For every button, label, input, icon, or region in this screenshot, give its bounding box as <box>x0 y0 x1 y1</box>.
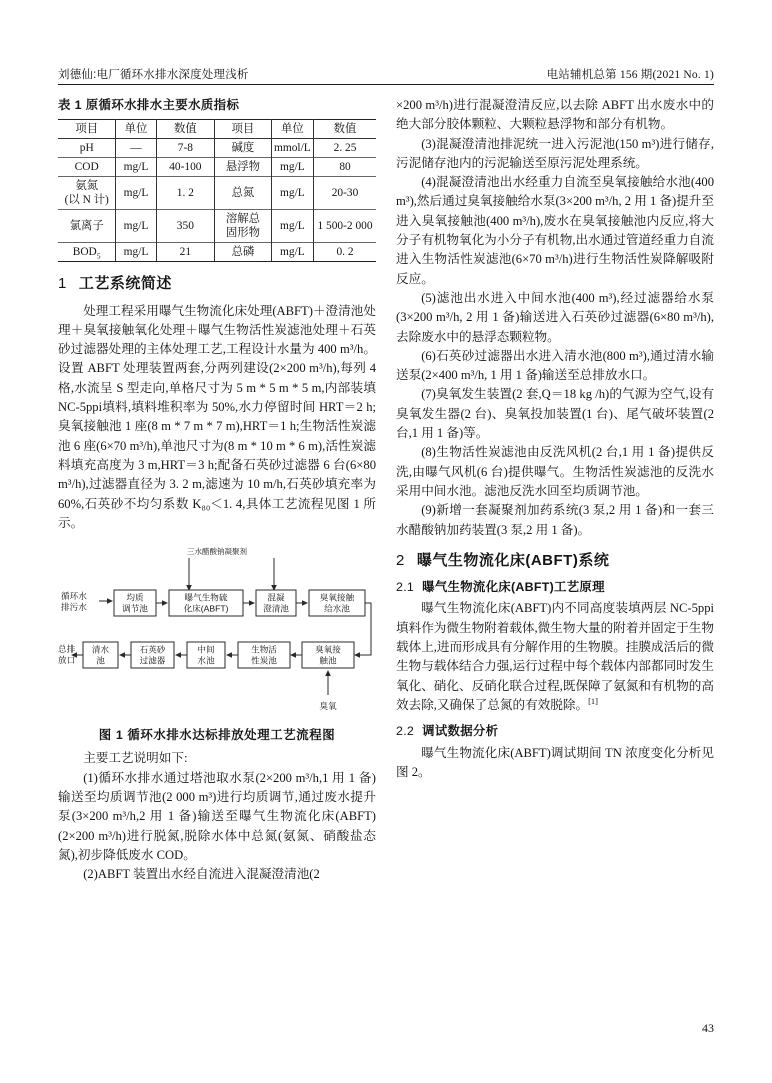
subsection-heading-2-2 <box>396 722 714 741</box>
flow-box-label: 澄清池 <box>263 603 289 614</box>
table-cell: — <box>116 139 156 158</box>
section-heading-2 <box>396 551 714 570</box>
flow-box-label: 化床(ABFT) <box>183 603 229 614</box>
table-header-row <box>58 120 376 139</box>
table-cell-line: 氨氮 <box>75 180 99 193</box>
paragraph: (7)臭氧发生装置(2 套,Q＝18 kg /h)的气源为空气,设有臭氧发生器(2 台)、臭氧投加装置(1 台)、尾气破坏装置(2 台,1 用 1 备)等。 <box>396 387 714 441</box>
paragraph-text: 曝气生物流化床(ABFT)内不同高度装填两层 NC-5ppi 填料作为微生物附着载体,微生物大量的附着并固定于生物载体上,进而形成具有分解作用的生物膜。挂膜成活后的微生物与载体结合力强,运行过程中每个载体内部都同时发生氧化、硝化、反硝化联合过程,既保障了氨氮和有机物的高效去除,又确保了总氮的有效脱除。 <box>396 601 714 712</box>
table-row <box>58 139 376 158</box>
header-divider <box>58 84 714 85</box>
table-cell <box>58 177 116 210</box>
table-cell: 350 <box>156 210 215 243</box>
flow-box-label: 生物活 <box>251 644 277 655</box>
table-cell: 0. 2 <box>314 243 376 262</box>
paragraph: (5)滤池出水进入中间水池(400 m³),经过滤器给水泵(3×200 m³/h, 2 用 1 备)输送进入石英砂过滤器(6×80 m³/h),去除废水中的悬浮态颗粒物。 <box>396 290 714 344</box>
arrowhead-left-icon <box>175 652 181 658</box>
table-col-header: 单位 <box>271 120 313 139</box>
flow-box-label: 清水 <box>91 644 110 655</box>
arrowhead-left-icon <box>354 652 360 658</box>
table-cell <box>58 243 116 262</box>
table-cell <box>215 210 272 243</box>
header-left-text: 刘德仙:电厂循环水排水深度处理浅析 <box>58 69 249 81</box>
flow-box-label: 水池 <box>197 655 215 666</box>
table-cell: mg/L <box>116 177 156 210</box>
table-caption: 表 1 原循环水排水主要水质指标 <box>58 98 240 112</box>
paragraph: (9)新增一套凝聚剂加药系统(3 泵,2 用 1 备)和一套三水醋酸钠加药装置(3 泵,2 用 1 备)。 <box>396 503 714 537</box>
flow-box-label: 调节池 <box>122 603 148 614</box>
table-cell: 80 <box>314 158 376 177</box>
outlet-label-line1: 总排 <box>58 644 76 655</box>
paragraph: 曝气生物流化床(ABFT)调试期间 TN 浓度变化分析见图 2。 <box>396 745 714 779</box>
left-column <box>58 96 376 885</box>
paragraph: (2)ABFT 装置出水经自流进入混凝澄清池(2 <box>83 867 320 882</box>
table-cell: 20-30 <box>314 177 376 210</box>
flow-box-label: 均质 <box>126 592 144 603</box>
subsection-title: 调试数据分析 <box>422 724 499 739</box>
table-cell: 总磷 <box>215 243 272 262</box>
subsection-title: 曝气生物流化床(ABFT)工艺原理 <box>422 580 605 595</box>
table-cell: 1. 2 <box>156 177 215 210</box>
table-col-header: 项目 <box>215 120 272 139</box>
dosing-agent-label: 三水醋酸钠凝聚剂 <box>187 547 247 557</box>
section-title: 曝气生物流化床(ABFT)系统 <box>416 551 610 569</box>
page-number: 43 <box>702 1021 714 1035</box>
inlet-label-line1: 循环水 <box>61 591 87 602</box>
table-row <box>58 177 376 210</box>
subsection-heading-2-1 <box>396 578 714 597</box>
paragraph <box>396 599 714 715</box>
paragraph: (8)生物活性炭滤池由反洗风机(2 台,1 用 1 备)提供反洗,由曝气风机(6 台)提供曝气。生物活性炭滤池的反洗水采用中间水池。滤池反洗水回至均质调节池。 <box>396 445 714 498</box>
section-number: 1 <box>58 275 67 293</box>
flow-box-label: 混凝 <box>267 592 285 603</box>
flow-box-label: 石英砂 <box>139 644 166 655</box>
table-cell: 40-100 <box>156 158 215 177</box>
flow-box-label: 过滤器 <box>139 655 166 666</box>
right-column <box>396 96 714 782</box>
table-cell: 7-8 <box>156 139 215 158</box>
table-cell-line: (以 N 计) <box>64 194 109 207</box>
flow-box-label: 触池 <box>319 655 337 666</box>
table-cell: pH <box>58 139 116 158</box>
table-cell: 悬浮物 <box>215 158 272 177</box>
table-col-header: 数值 <box>314 120 376 139</box>
section-title: 工艺系统简述 <box>78 275 172 293</box>
flow-box-label: 池 <box>96 655 105 666</box>
paragraph: (6)石英砂过滤器出水进入清水池(800 m³),通过清水输送泵(2×400 m³/h, 1 用 1 备)输送至总排放水口。 <box>396 348 714 383</box>
table-cell: 碱度 <box>215 139 272 158</box>
table-cell: 21 <box>156 243 215 262</box>
paragraph: ×200 m³/h)进行混凝澄清反应,以去除 ABFT 出水废水中的绝大部分胶体颗粒、大颗粒悬浮物和部分有机物。 <box>396 98 714 132</box>
table-cell: 2. 25 <box>314 139 376 158</box>
flow-diagram <box>58 543 376 723</box>
arrowhead-right-icon <box>107 598 113 604</box>
arrowhead-left-icon <box>290 652 296 658</box>
section-number: 2 <box>396 551 405 569</box>
table-cell: mg/L <box>271 210 313 243</box>
table-cell: mg/L <box>116 243 156 262</box>
table-cell: mg/L <box>116 210 156 243</box>
table-cell: mmol/L <box>271 139 313 158</box>
paragraph: 主要工艺说明如下: <box>83 751 188 766</box>
running-header <box>58 66 714 82</box>
paragraph: 处理工程采用曝气生物流化床处理(ABFT)＋澄清池处理＋臭氧接触氧化处理＋曝气生物活性炭滤池处理＋石英砂过滤器处理的主体处理工艺,工程设计水量为 400 m³/h。设置 ABFT 处理装置两套,分两列建设(2×200 m³/h),每列 4 格,水流呈 S 型走向,单格尺寸为 5 m * 5 m * 5 m,内部装填 NC-5ppi填料,填料堆积率为 50%,水力停留时间 HRT＝2 h;臭氧接触池 1 座(8 m * 7 m * 7 m),HRT＝1 h;生物活性炭滤池 6 座(6×70 m³/h),单池尺寸为(8 m * 10 m * 6 m),活性炭滤料填充高度为 3 m,HRT＝3 h;配备石英砂过滤器 6 台(6×80 m³/h),过滤器直径为 3. 2 m,滤速为 10 m/h,石英砂填充率为 60%,石英砂不均匀系数 K₈₀＜1. 4,具体工艺流程见图 1 所示。 <box>58 303 376 530</box>
water-quality-table <box>58 119 376 262</box>
outlet-label-line2: 放口 <box>58 655 76 666</box>
table-cell: 总氮 <box>215 177 272 210</box>
table-cell: COD <box>58 158 116 177</box>
flow-box-label: 臭氧接触 <box>319 592 355 603</box>
paragraph: (1)循环水排水通过塔池取水泵(2×200 m³/h,1 用 1 备)输送至均质调节池(2 000 m³)进行均质调节,通过废水提升泵(3×200 m³/h,2 用 1 备)输送至曝气生物流化床(ABFT)(2×200 m³/h)进行脱氮,脱除水体中总氮(氨氮、硝酸盐态氮),初步降低废水 COD。 <box>58 770 376 862</box>
section-heading-1 <box>58 274 376 293</box>
table-cell: 1 500-2 000 <box>314 210 376 243</box>
reference-marker: [1] <box>588 695 599 706</box>
paragraph: (4)混凝澄清池出水经重力自流至臭氧接触给水池(400 m³),然后通过臭氧接触给水泵(3×200 m³/h, 2 用 1 备)提升至进入臭氧接触池(400 m³/h),废水在臭氧接触池内反应,将大分子有机物氧化为小分子有机物,出水通过管道经重力自流进入生物活性炭滤池(6×70 m³/h)进行生物活性炭降解吸附反应。 <box>396 175 714 286</box>
flow-box-label: 给水池 <box>324 603 350 614</box>
table-row <box>58 243 376 262</box>
flow-box-label: 中间 <box>197 644 215 655</box>
table-cell-line: 固形物 <box>225 227 261 240</box>
arrowhead-left-icon <box>119 652 125 658</box>
flow-box-label: 性炭池 <box>251 655 277 666</box>
table-cell-text: BOD <box>72 246 97 259</box>
paragraph: (3)混凝澄清池排泥统一进入污泥池(150 m³)进行储存,污泥储存池内的污泥输送至原污泥处理系统。 <box>396 136 714 170</box>
table-cell: mg/L <box>116 158 156 177</box>
table-cell-subscript: 5 <box>96 251 101 261</box>
table-cell-line: 溶解总 <box>225 213 261 226</box>
ozone-label: 臭氧 <box>319 701 337 712</box>
flow-box-label: 曝气生物硫 <box>184 592 228 603</box>
table-cell: mg/L <box>271 158 313 177</box>
arrowhead-right-icon <box>249 600 255 606</box>
table-col-header: 单位 <box>116 120 156 139</box>
subsection-number: 2.1 <box>396 580 415 595</box>
subsection-number: 2.2 <box>396 724 415 739</box>
arrowhead-up-icon <box>325 670 331 676</box>
figure-caption: 图 1 循环水排水达标排放处理工艺流程图 <box>98 728 336 743</box>
table-row <box>58 210 376 243</box>
header-right-text: 电站辅机总第 156 期(2021 No. 1) <box>546 69 714 81</box>
inlet-label-line2: 排污水 <box>61 602 87 613</box>
flow-box-label: 臭氧接 <box>315 644 341 655</box>
table-col-header: 项目 <box>58 120 116 139</box>
arrowhead-right-icon <box>302 600 308 606</box>
table-cell: 氯离子 <box>58 210 116 243</box>
table-cell: mg/L <box>271 177 313 210</box>
arrowhead-right-icon <box>162 600 168 606</box>
table-cell: mg/L <box>271 243 313 262</box>
arrowhead-left-icon <box>226 652 232 658</box>
table-row <box>58 158 376 177</box>
table-col-header: 数值 <box>156 120 215 139</box>
process-flow-figure <box>58 543 376 745</box>
